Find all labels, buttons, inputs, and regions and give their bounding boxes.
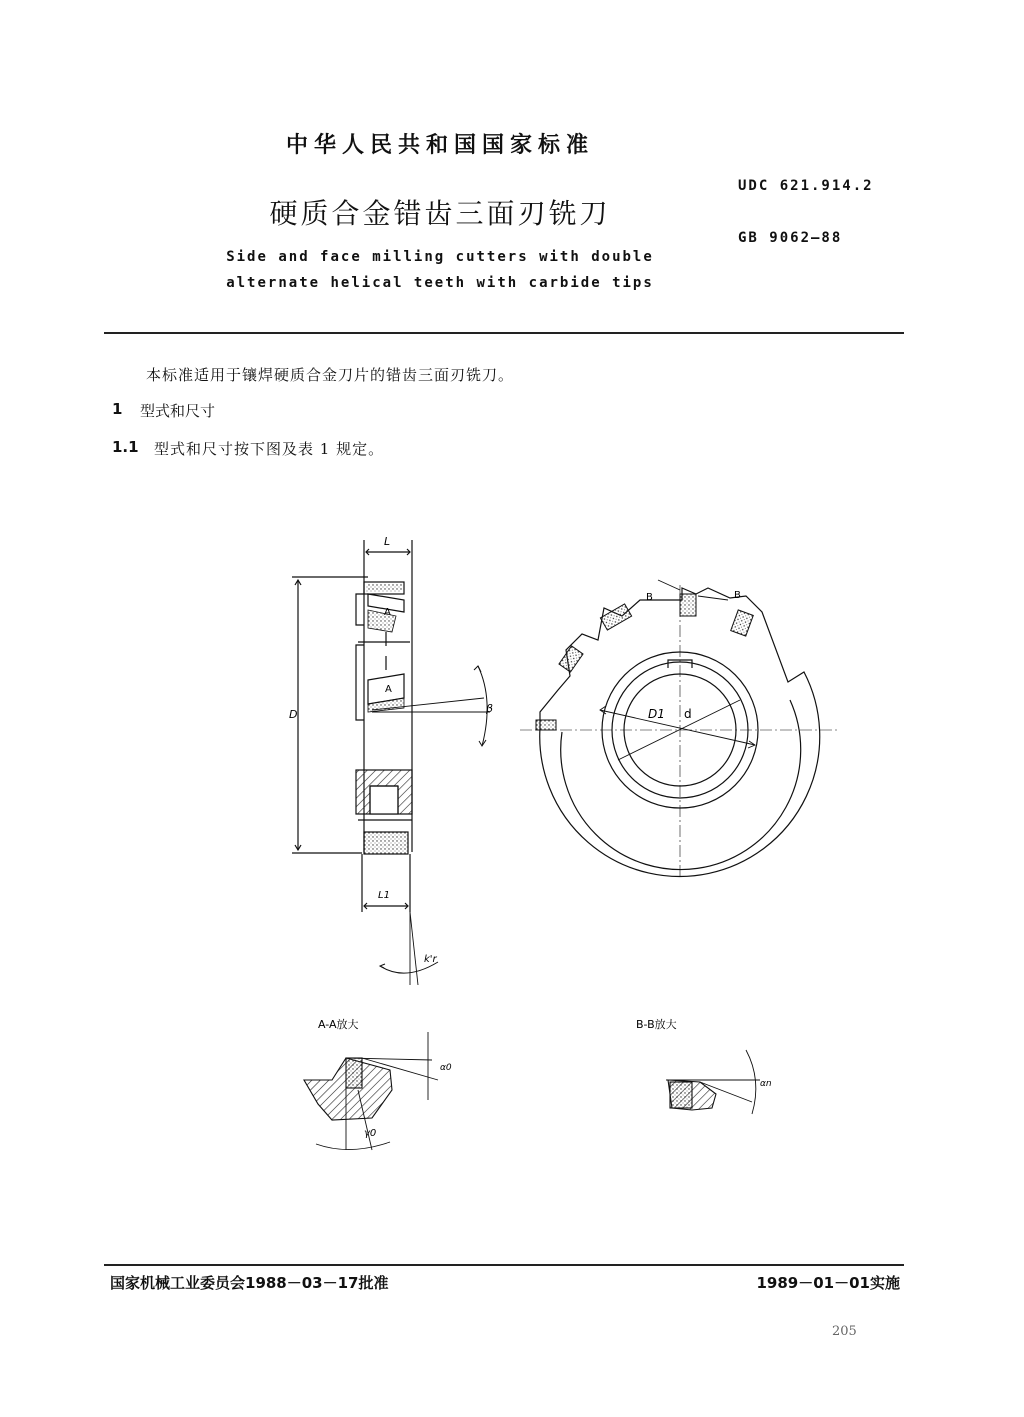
label-L1: L1: [378, 890, 390, 901]
section-1-title: 型式和尺寸: [140, 402, 216, 420]
label-gamma0: γ0: [364, 1128, 377, 1139]
approval-date: 国家机械工业委员会1988－03－17批准: [110, 1274, 389, 1292]
document-title-cn: 硬质合金错齿三面刃铣刀: [269, 197, 611, 230]
side-view: [292, 540, 490, 985]
effective-date: 1989－01－01实施: [756, 1274, 900, 1292]
footer-rule: [104, 1264, 904, 1266]
label-B-left: B: [646, 592, 653, 603]
label-D1: D1: [648, 707, 665, 721]
label-L: L: [384, 535, 391, 548]
label-beta: β: [486, 702, 494, 715]
label-B-right: B: [734, 590, 741, 601]
label-A-top: A: [384, 607, 391, 618]
section-1-number: 1: [112, 400, 123, 418]
udc-code: UDC 621.914.2: [738, 178, 874, 194]
section-aa-label: A-A放大: [318, 1018, 359, 1031]
gb-code: GB 9062—88: [738, 230, 843, 246]
front-view: [520, 580, 840, 880]
section-1-1-text: 型式和尺寸按下图及表 1 规定。: [154, 440, 385, 458]
label-D: D: [289, 708, 298, 721]
label-kr: k'r: [424, 954, 437, 965]
title-en-line2: alternate helical teeth with carbide tips: [226, 275, 654, 291]
label-A-bottom: A: [385, 684, 392, 695]
page-number: 205: [832, 1324, 857, 1339]
label-alphan: αn: [760, 1079, 772, 1089]
label-alpha0: α0: [440, 1063, 452, 1073]
title-en-line1: Side and face milling cutters with double: [226, 249, 654, 265]
label-d: d: [684, 707, 692, 721]
section-bb-label: B-B放大: [636, 1018, 677, 1031]
intro-paragraph: 本标准适用于镶焊硬质合金刀片的错齿三面刃铣刀。: [146, 366, 515, 384]
section-1-1-number: 1.1: [112, 438, 139, 456]
bb-detail: [666, 1050, 760, 1114]
standard-header: 中华人民共和国国家标准: [285, 133, 594, 158]
